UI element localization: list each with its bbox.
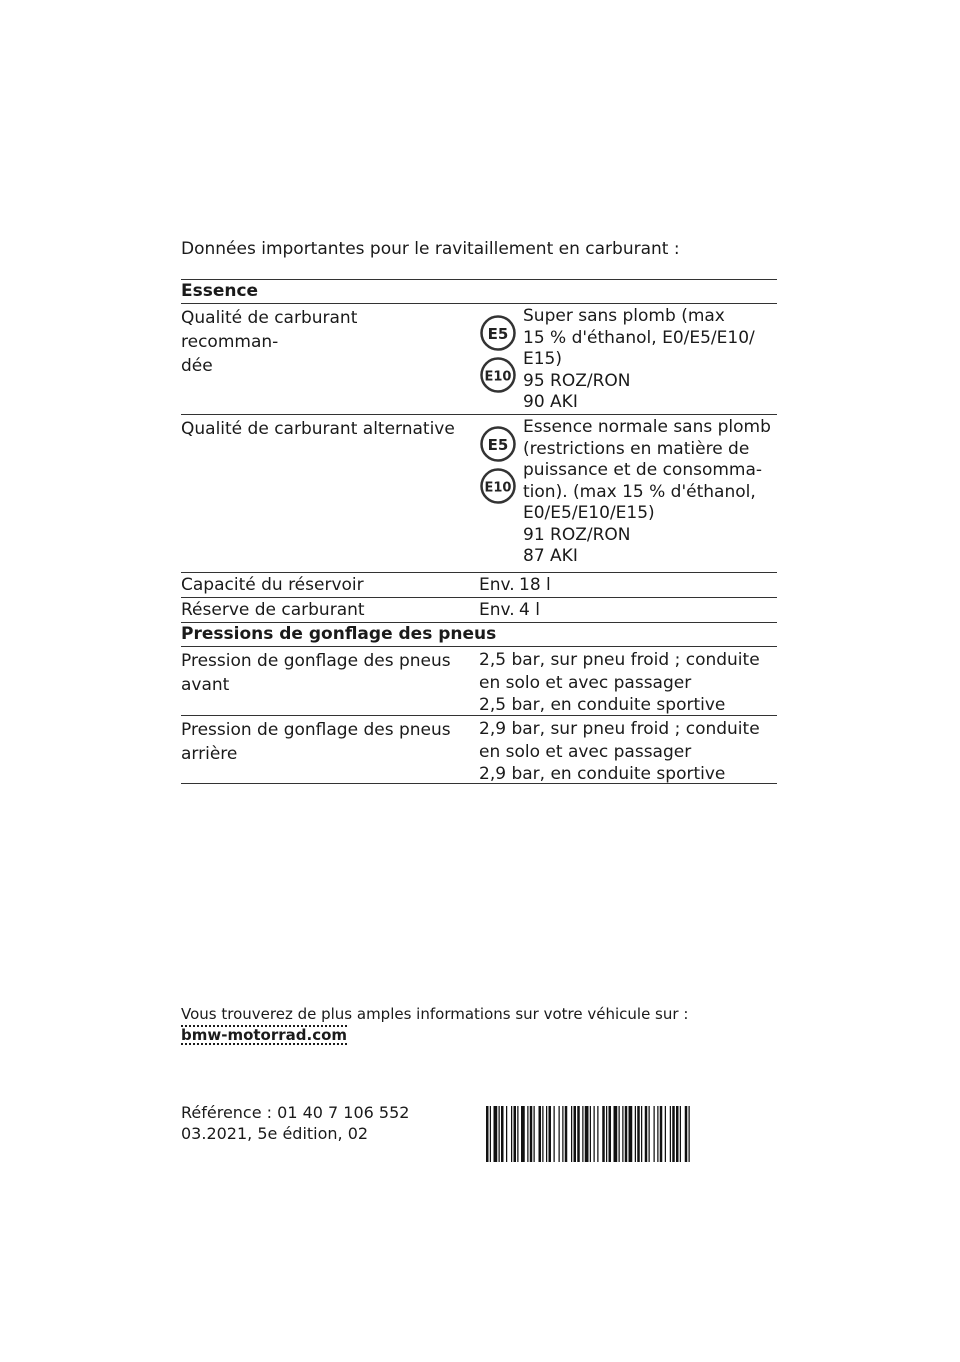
e5-fuel-icon bbox=[479, 425, 517, 468]
barcode-bar bbox=[629, 1106, 633, 1162]
barcode-bar bbox=[486, 1106, 489, 1162]
website-link[interactable]: bmw-motorrad.com bbox=[181, 1026, 348, 1044]
barcode-bar bbox=[609, 1106, 612, 1162]
e10-fuel-icon bbox=[479, 467, 517, 510]
row-tank-capacity bbox=[181, 573, 777, 598]
barcode-bar bbox=[597, 1106, 598, 1162]
row-label: Réserve de carburant bbox=[181, 600, 365, 620]
barcode-bar bbox=[594, 1106, 595, 1162]
barcode-bar bbox=[585, 1106, 589, 1162]
barcode-bar bbox=[672, 1106, 675, 1162]
barcode-bar bbox=[511, 1106, 512, 1162]
barcode-bar bbox=[514, 1106, 517, 1162]
svg-text:E5: E5 bbox=[487, 436, 509, 454]
row-alternative-fuel bbox=[181, 415, 777, 573]
barcode-bar bbox=[549, 1106, 552, 1162]
row-label: Qualité de carburant alternative bbox=[181, 419, 455, 439]
barcode-bar bbox=[689, 1106, 690, 1162]
row-label: Capacité du réservoir bbox=[181, 575, 364, 595]
barcode-bar bbox=[539, 1106, 542, 1162]
alternative-fuel-value: Essence normale sans plomb (restrictions en matière de puissance et de consomma- tion). (max 15 % d'éthanol, E0/E5/E10/E15) 91 ROZ/RON 87 AKI bbox=[523, 417, 771, 566]
barcode-bar bbox=[614, 1106, 618, 1162]
barcode-bar bbox=[654, 1106, 655, 1162]
row-label: Qualité de carburant recomman- dée bbox=[181, 308, 358, 376]
barcode-bar bbox=[665, 1106, 666, 1162]
tank-capacity-value: Env. 18 l bbox=[479, 575, 551, 595]
barcode-bar bbox=[645, 1106, 648, 1162]
barcode-bar bbox=[649, 1106, 650, 1162]
barcode-bar bbox=[565, 1106, 568, 1162]
fuel-data-table bbox=[181, 279, 777, 784]
barcode-bar bbox=[530, 1106, 533, 1162]
barcode-bar bbox=[582, 1106, 583, 1162]
barcode-bar bbox=[619, 1106, 620, 1162]
barcode-bar bbox=[490, 1106, 491, 1162]
barcode-bar bbox=[501, 1106, 504, 1162]
barcode-bar bbox=[562, 1106, 563, 1162]
barcode-bar bbox=[527, 1106, 528, 1162]
barcode-bar bbox=[635, 1106, 636, 1162]
barcode-bar bbox=[546, 1106, 547, 1162]
barcode-bar bbox=[606, 1106, 607, 1162]
barcode-bar bbox=[680, 1106, 681, 1162]
barcode-bar bbox=[660, 1106, 663, 1162]
row-front-tire-pressure bbox=[181, 647, 777, 716]
row-label: Pression de gonflage des pneus arrière bbox=[181, 720, 451, 764]
barcode-bar bbox=[622, 1106, 623, 1162]
recommended-fuel-value: Super sans plomb (max 15 % d'éthanol, E0/E5/E10/ E15) 95 ROZ/RON 90 AKI bbox=[523, 306, 755, 412]
barcode-bar bbox=[676, 1106, 679, 1162]
barcode-bar bbox=[554, 1106, 555, 1162]
barcode-bar bbox=[499, 1106, 500, 1162]
e10-fuel-icon bbox=[479, 356, 517, 399]
svg-text:E10: E10 bbox=[484, 369, 512, 385]
barcode-bar bbox=[574, 1106, 577, 1162]
svg-text:E5: E5 bbox=[487, 325, 509, 343]
barcode-bar bbox=[521, 1106, 525, 1162]
barcode-bar bbox=[506, 1106, 507, 1162]
barcode-bar bbox=[637, 1106, 640, 1162]
row-recommended-fuel bbox=[181, 304, 777, 415]
intro-text: Données importantes pour le ravitaillement en carburant : bbox=[181, 239, 680, 259]
barcode-bar bbox=[577, 1106, 580, 1162]
barcode-bar bbox=[625, 1106, 628, 1162]
barcode-bar bbox=[641, 1106, 642, 1162]
barcode bbox=[486, 1106, 778, 1162]
more-info-text: Vous trouverez de plus amples informations sur votre véhicule sur : bbox=[181, 1005, 689, 1023]
front-tire-pressure-value: 2,5 bar, sur pneu froid ; conduite en solo et avec passager 2,5 bar, en conduite sportive bbox=[479, 650, 760, 715]
barcode-bar bbox=[534, 1106, 535, 1162]
svg-text:E10: E10 bbox=[484, 480, 512, 496]
e5-fuel-icon bbox=[479, 314, 517, 357]
barcode-bar bbox=[602, 1106, 605, 1162]
barcode-bar bbox=[542, 1106, 543, 1162]
barcode-bar bbox=[657, 1106, 658, 1162]
barcode-bar bbox=[517, 1106, 518, 1162]
rear-tire-pressure-value: 2,9 bar, sur pneu froid ; conduite en solo et avec passager 2,9 bar, en conduite sportive bbox=[479, 719, 760, 784]
barcode-bar bbox=[559, 1106, 560, 1162]
row-rear-tire-pressure bbox=[181, 716, 777, 784]
document-reference bbox=[181, 1102, 409, 1144]
fuel-reserve-value: Env. 4 l bbox=[479, 600, 540, 620]
barcode-bar bbox=[685, 1106, 688, 1162]
row-fuel-reserve bbox=[181, 598, 777, 623]
edition-info: 03.2021, 5e édition, 02 bbox=[181, 1124, 369, 1143]
barcode-bar bbox=[494, 1106, 498, 1162]
barcode-bar bbox=[571, 1106, 572, 1162]
reference-number: Référence : 01 40 7 106 552 bbox=[181, 1103, 410, 1122]
barcode-bar bbox=[590, 1106, 591, 1162]
section-header-tires: Pressions de gonflage des pneus bbox=[181, 623, 777, 647]
row-label: Pression de gonflage des pneus avant bbox=[181, 651, 451, 695]
barcode-bar bbox=[670, 1106, 671, 1162]
section-header-fuel: Essence bbox=[181, 279, 777, 304]
